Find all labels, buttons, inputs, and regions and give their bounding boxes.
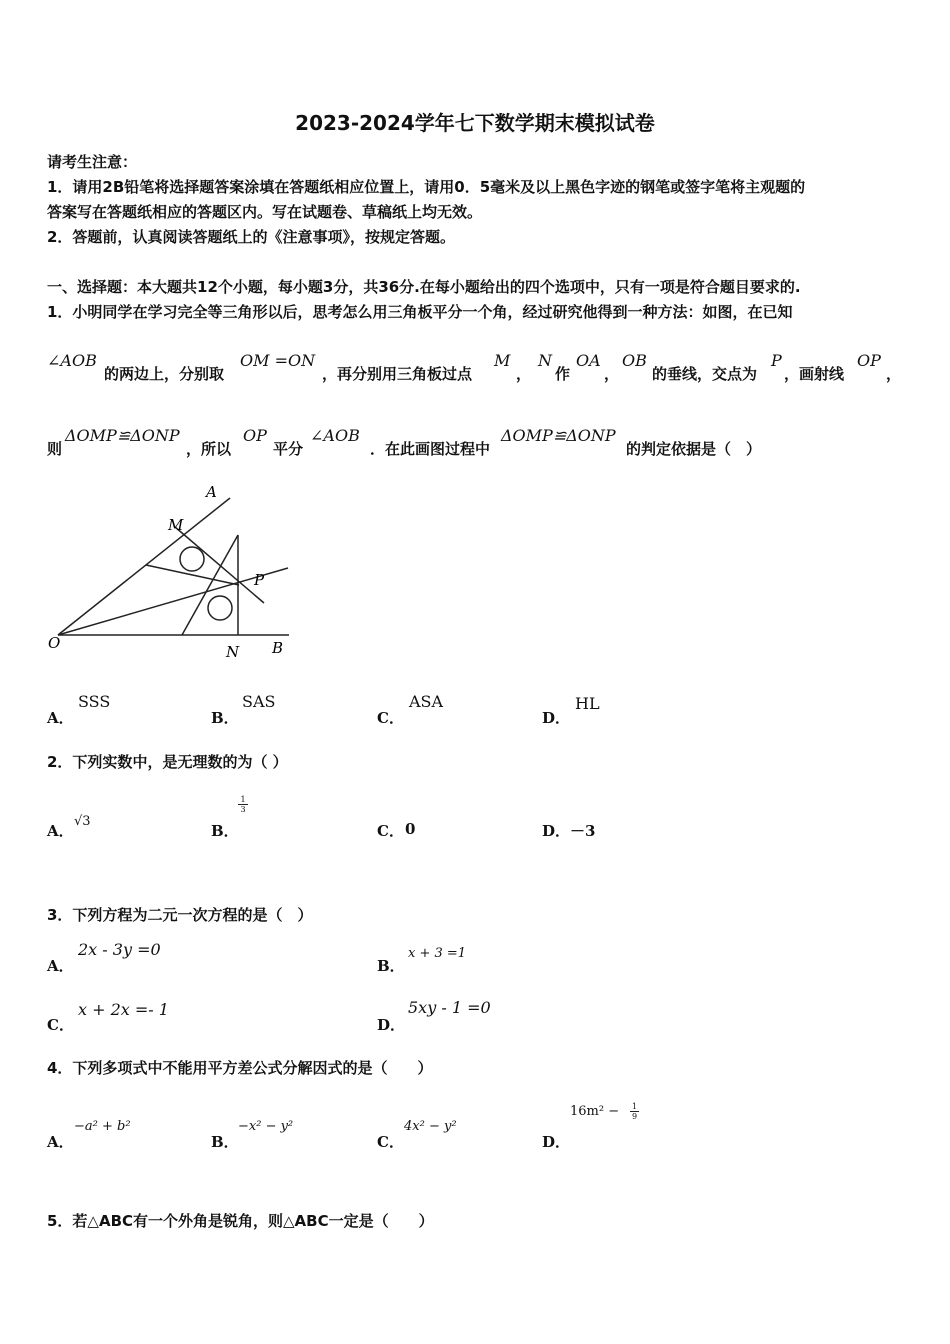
q1-option-c-value: ASA (409, 692, 444, 711)
q1-text-1: 的两边上，分别取 (104, 365, 225, 383)
q1-text-4: ，画射线 (784, 365, 845, 383)
q2-fraction-num: 1 (240, 795, 246, 804)
q1-option-b-value: SAS (242, 692, 276, 711)
q1-text-2: ，再分别用三角板过点 (322, 365, 473, 383)
notice-line-2: 答案写在答题纸相应的答题区内。写在试题卷、草稿纸上均无效。 (47, 203, 483, 221)
q2-option-a-label: A． (47, 822, 74, 840)
q1-option-d-label: D． (542, 709, 571, 727)
q1-congruence-2: ΔOMP≌ΔONP (501, 426, 616, 445)
q4-option-d-label: D． (542, 1133, 571, 1151)
q3-option-a-value: 2x - 3y =0 (78, 940, 161, 959)
q1-text-9: 的判定依据是（ ） (626, 440, 762, 458)
q2-fraction-den: 3 (238, 804, 248, 814)
fig-label-b: B (272, 639, 284, 657)
q1-figure (44, 480, 304, 665)
q2-option-a-value: √3 (74, 814, 91, 829)
q1-comma-2: ， (604, 365, 620, 383)
fig-label-a: A (206, 483, 217, 501)
q4-option-b-label: B． (211, 1133, 239, 1151)
fig-label-n: N (226, 643, 240, 661)
q4-option-d-fraction (630, 1102, 639, 1121)
q4-option-c-value: 4x² − y² (404, 1119, 457, 1134)
q1-option-d-value: HL (575, 694, 600, 713)
q5-stem: 5．若△ABC有一个外角是锐角，则△ABC一定是（ ） (47, 1212, 434, 1230)
q4-stem: 4．下列多项式中不能用平方差公式分解因式的是（ ） (47, 1059, 433, 1077)
q3-option-b-label: B． (377, 957, 405, 975)
q1-congruence-1: ΔOMP≌ΔONP (65, 426, 180, 445)
q2-stem: 2．下列实数中，是无理数的为（ ） (47, 753, 288, 771)
q4-option-b-value: −x² − y² (238, 1119, 294, 1134)
q1-text-7: 平分 (273, 440, 304, 458)
q2-option-c-value: 0 (405, 820, 416, 838)
q1-text-3: 的垂线，交点为 (652, 365, 758, 383)
page-title: 2023-2024学年七下数学期末模拟试卷 (295, 111, 655, 135)
q1-line-1: 1．小明同学在学习完全等三角形以后，思考怎么用三角板平分一个角，经过研究他得到一种方法：如图，在已知 (47, 303, 793, 321)
fig-label-p: P (254, 571, 265, 589)
q2-option-d-value: －3 (570, 822, 596, 840)
q2-option-d-label: D． (542, 822, 571, 840)
q1-text-8: ．在此画图过程中 (370, 440, 491, 458)
q1-ray-oa: OA (576, 351, 601, 370)
q4-option-c-label: C． (377, 1133, 404, 1151)
q1-text-6: ，所以 (186, 440, 232, 458)
q1-point-p: P (771, 351, 782, 370)
q3-option-c-value: x + 2x =- 1 (78, 1000, 169, 1019)
q3-option-d-label: D． (377, 1016, 406, 1034)
q2-option-c-label: C． (377, 822, 404, 840)
q3-option-b-value: x + 3 =1 (408, 946, 467, 961)
section-heading: 一、选择题：本大题共12个小题，每小题3分，共36分.在每小题给出的四个选项中，只有一项是符合题目要求的. (47, 278, 801, 296)
q1-text-ze: 则 (47, 440, 63, 458)
notice-heading: 请考生注意： (47, 153, 138, 171)
q1-option-a-value: SSS (78, 692, 111, 711)
q3-option-c-label: C． (47, 1016, 74, 1034)
q1-om-on: OM =ON (240, 351, 316, 370)
q3-stem: 3．下列方程为二元一次方程的是（ ） (47, 906, 313, 924)
q1-point-m: M (494, 351, 511, 370)
q3-option-d-value: 5xy - 1 =0 (408, 998, 491, 1017)
notice-line-1: 1．请用2B铅笔将选择题答案涂填在答题纸相应位置上，请用0．5毫米及以上黑色字迹的钢笔或签字笔将主观题的 (47, 178, 806, 196)
q1-option-a-label: A． (47, 709, 74, 727)
q1-ray-op-2: OP (243, 426, 267, 445)
q4-option-a-label: A． (47, 1133, 74, 1151)
q2-option-b-fraction (238, 795, 248, 814)
notice-line-3: 2．答题前，认真阅读答题纸上的《注意事项》，按规定答题。 (47, 228, 455, 246)
q1-option-b-label: B． (211, 709, 239, 727)
q2-option-b-label: B． (211, 822, 239, 840)
q1-ray-ob: OB (622, 351, 647, 370)
q1-option-c-label: C． (377, 709, 404, 727)
q4-fraction-num: 1 (631, 1102, 638, 1111)
q1-text-zuo: 作 (555, 365, 571, 383)
q3-option-a-label: A． (47, 957, 74, 975)
fig-label-m: M (168, 516, 184, 534)
q4-option-a-value: −a² + b² (74, 1119, 131, 1134)
q4-fraction-den: 9 (631, 1112, 638, 1121)
fig-label-o: O (48, 634, 61, 652)
q1-text-5: ， (886, 365, 902, 383)
q4-option-d-value: 16m² − (570, 1104, 620, 1119)
q1-point-n: N (538, 351, 552, 370)
q1-ray-op: OP (857, 351, 881, 370)
q1-angle-aob: ∠AOB (47, 351, 97, 370)
q1-angle-aob-2: ∠AOB (310, 426, 360, 445)
q1-comma-1: ， (516, 365, 532, 383)
